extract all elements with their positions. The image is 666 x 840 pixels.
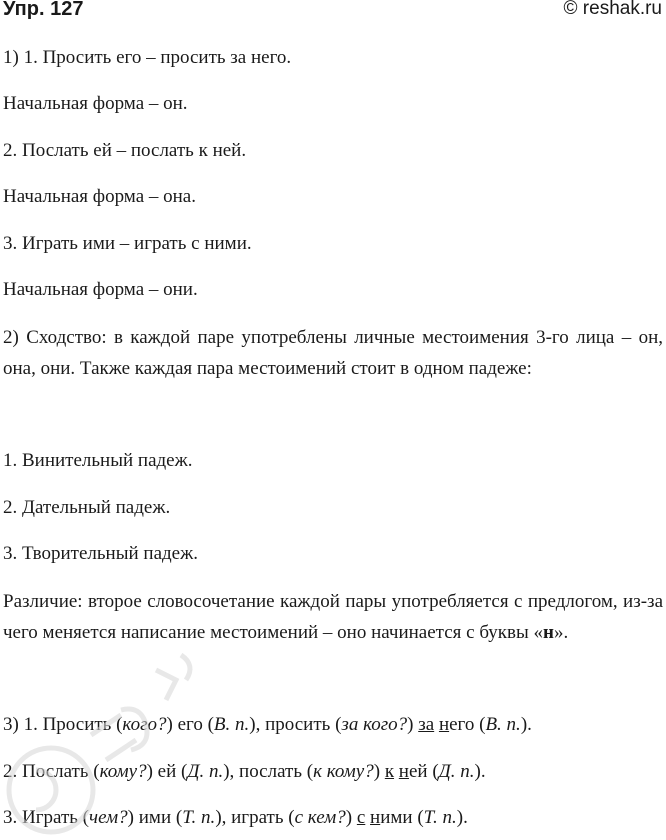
analysis-row-2: [3, 761, 486, 783]
part1-line-6: Начальная форма – они.: [3, 279, 198, 300]
row-text: ), просить (: [249, 714, 342, 735]
row-pronoun-rest: ей: [408, 761, 428, 782]
row-text: ): [345, 807, 357, 828]
row-text: (: [427, 761, 439, 782]
row-underlined-letter: н: [398, 761, 409, 782]
site-credit: © reshak.ru: [563, 0, 662, 19]
row-question: чем?: [89, 807, 128, 828]
row-case: В. п.: [485, 714, 521, 735]
row-text: ), играть (: [215, 807, 295, 828]
row-case: Д. п.: [187, 761, 224, 782]
similarity-paragraph: 2) Сходство: в каждой паре употреблены личные местоимения 3-го лица – он, она, они. Также каждая пара местоимений стоит в одном падеже:: [3, 327, 663, 379]
part1-line-2: Начальная форма – он.: [3, 93, 188, 114]
row-case: Т. п.: [423, 807, 457, 828]
row-text: ).: [520, 714, 532, 735]
part1-line-3: 2. Послать ей – послать к ней.: [3, 140, 247, 161]
row-underlined-letter: н: [370, 807, 381, 828]
row-underlined-letter: н: [438, 714, 450, 735]
case-line-2: 2. Дательный падеж.: [3, 497, 171, 518]
difference-end: ».: [553, 622, 569, 643]
row-text: ) ими (: [127, 807, 183, 828]
analysis-row-1: [3, 714, 532, 736]
row-question: за кого?: [341, 714, 408, 735]
case-line-1: 1. Винительный падеж.: [3, 450, 193, 471]
part1-line-4: Начальная форма – она.: [3, 186, 196, 207]
row-case: В. п.: [213, 714, 250, 735]
part1-line-5: 3. Играть ими – играть с ними.: [3, 233, 252, 254]
row-text: ) ей (: [146, 761, 188, 782]
difference-letter: н: [542, 622, 554, 643]
row-text: ): [407, 714, 419, 735]
row-question: кого?: [122, 714, 167, 735]
row-pronoun-rest: его: [449, 714, 475, 735]
row-text: ): [373, 761, 385, 782]
row-text: (: [412, 807, 424, 828]
row-text: 3. Играть (: [3, 807, 90, 828]
row-preposition: за: [418, 714, 435, 735]
row-question: кому?: [99, 761, 147, 782]
row-question: к кому?: [313, 761, 374, 782]
row-text: ), послать (: [223, 761, 314, 782]
row-text: ).: [474, 761, 486, 782]
row-preposition: с: [356, 807, 366, 828]
row-pronoun-rest: ими: [380, 807, 413, 828]
row-preposition: к: [384, 761, 395, 782]
row-text: (: [474, 714, 486, 735]
row-text: ) его (: [166, 714, 214, 735]
row-question: с кем?: [294, 807, 346, 828]
row-text: 3) 1. Просить (: [3, 714, 123, 735]
analysis-row-3: [3, 807, 468, 829]
row-case: Т. п.: [182, 807, 216, 828]
row-text: 2. Послать (: [3, 761, 100, 782]
exercise-title: Упр. 127: [3, 0, 84, 20]
row-text: ).: [456, 807, 468, 828]
row-case: Д. п.: [438, 761, 475, 782]
part1-line-1: 1) 1. Просить его – просить за него.: [3, 47, 292, 68]
difference-text: Различие: второе словосочетание каждой пары употребляется с предлогом, из-за чего меняется написание местоимений – оно начинается с буквы «: [3, 591, 663, 643]
difference-paragraph: [3, 586, 663, 648]
case-line-3: 3. Творительный падеж.: [3, 543, 198, 564]
